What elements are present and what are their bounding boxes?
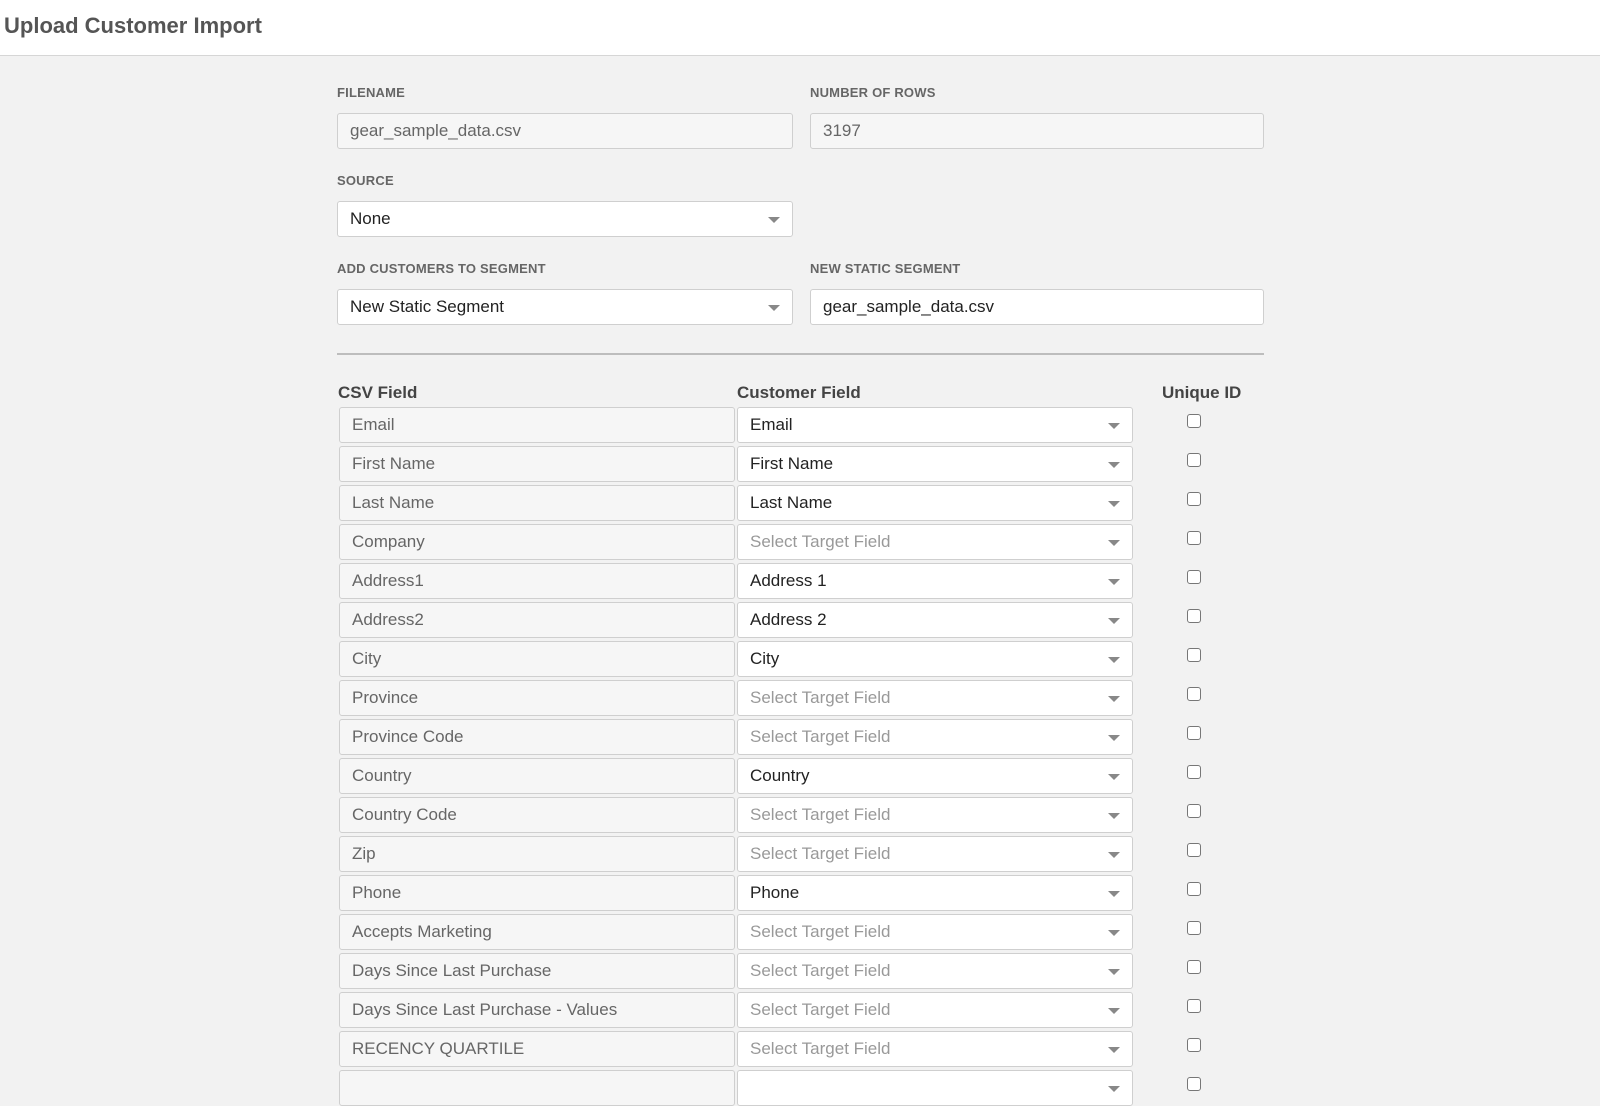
- unique-id-checkbox[interactable]: [1187, 609, 1201, 623]
- unique-id-checkbox[interactable]: [1187, 531, 1201, 545]
- customer-field-value: Select Target Field: [750, 1039, 891, 1058]
- customer-field-select[interactable]: [737, 485, 1133, 521]
- chevron-down-icon: [1108, 1047, 1120, 1053]
- customer-field-select[interactable]: [737, 797, 1133, 833]
- page-header: [0, 0, 1600, 56]
- table-row: [0, 641, 1600, 677]
- unique-id-checkbox[interactable]: [1187, 765, 1201, 779]
- customer-field-value: Select Target Field: [750, 727, 891, 746]
- table-row: [0, 1070, 1600, 1106]
- csv-field-input[interactable]: Address2: [339, 602, 735, 638]
- chevron-down-icon: [1108, 579, 1120, 585]
- segment-select-value: New Static Segment: [350, 297, 505, 316]
- section-divider: [337, 353, 1264, 355]
- customer-field-select[interactable]: [737, 602, 1133, 638]
- page-title: Upload Customer Import: [4, 13, 262, 38]
- customer-field-value: City: [750, 649, 780, 668]
- csv-field-input[interactable]: Address1: [339, 563, 735, 599]
- chevron-down-icon: [1108, 1008, 1120, 1014]
- csv-field-input[interactable]: RECENCY QUARTILE: [339, 1031, 735, 1067]
- unique-id-checkbox[interactable]: [1187, 804, 1201, 818]
- customer-field-select[interactable]: [737, 524, 1133, 560]
- table-row: [0, 446, 1600, 482]
- chevron-down-icon: [1108, 540, 1120, 546]
- customer-field-value: Address 1: [750, 571, 827, 590]
- chevron-down-icon: [768, 217, 780, 223]
- unique-id-checkbox[interactable]: [1187, 726, 1201, 740]
- chevron-down-icon: [1108, 735, 1120, 741]
- unique-id-checkbox[interactable]: [1187, 921, 1201, 935]
- customer-field-value: Last Name: [750, 493, 833, 512]
- csv-field-input[interactable]: Country: [339, 758, 735, 794]
- csv-field-input[interactable]: Company: [339, 524, 735, 560]
- source-label: SOURCE: [337, 173, 394, 188]
- segment-label: ADD CUSTOMERS TO SEGMENT: [337, 261, 546, 276]
- customer-field-select[interactable]: [737, 953, 1133, 989]
- customer-field-select[interactable]: [737, 836, 1133, 872]
- chevron-down-icon: [1108, 696, 1120, 702]
- table-row: [0, 836, 1600, 872]
- filename-label: FILENAME: [337, 85, 406, 100]
- customer-field-header: Customer Field: [737, 383, 861, 402]
- unique-id-checkbox[interactable]: [1187, 999, 1201, 1013]
- chevron-down-icon: [1108, 657, 1120, 663]
- customer-field-select[interactable]: [737, 563, 1133, 599]
- customer-field-select[interactable]: [737, 407, 1133, 443]
- csv-field-input[interactable]: Days Since Last Purchase - Values: [339, 992, 735, 1028]
- source-select-value: None: [350, 209, 391, 228]
- new-segment-input[interactable]: gear_sample_data.csv: [810, 289, 1264, 325]
- customer-field-select[interactable]: [737, 446, 1133, 482]
- filename-input[interactable]: gear_sample_data.csv: [337, 113, 793, 149]
- new-segment-label: NEW STATIC SEGMENT: [810, 261, 961, 276]
- segment-select[interactable]: [337, 289, 793, 325]
- table-row: [0, 758, 1600, 794]
- csv-field-input[interactable]: Zip: [339, 836, 735, 872]
- csv-field-input[interactable]: Province Code: [339, 719, 735, 755]
- customer-field-select[interactable]: [737, 875, 1133, 911]
- customer-field-select[interactable]: [737, 992, 1133, 1028]
- csv-field-input[interactable]: Days Since Last Purchase: [339, 953, 735, 989]
- customer-field-select[interactable]: [737, 914, 1133, 950]
- customer-field-value: Select Target Field: [750, 805, 891, 824]
- rows-input[interactable]: 3197: [810, 113, 1264, 149]
- unique-id-checkbox[interactable]: [1187, 648, 1201, 662]
- filename-field: [337, 85, 405, 100]
- chevron-down-icon: [1108, 813, 1120, 819]
- customer-field-select[interactable]: [737, 1031, 1133, 1067]
- customer-field-value: Address 2: [750, 610, 827, 629]
- source-field: [337, 173, 394, 188]
- csv-field-input[interactable]: Last Name: [339, 485, 735, 521]
- csv-field-input[interactable]: City: [339, 641, 735, 677]
- chevron-down-icon: [1108, 930, 1120, 936]
- chevron-down-icon: [1108, 423, 1120, 429]
- unique-id-checkbox[interactable]: [1187, 960, 1201, 974]
- new-segment-field: [810, 261, 960, 276]
- unique-id-checkbox[interactable]: [1187, 687, 1201, 701]
- customer-field-select[interactable]: [737, 641, 1133, 677]
- customer-field-value: Country: [750, 766, 810, 785]
- chevron-down-icon: [1108, 618, 1120, 624]
- unique-id-header: Unique ID: [1162, 383, 1242, 402]
- table-row: [0, 719, 1600, 755]
- csv-field-input[interactable]: Province: [339, 680, 735, 716]
- table-row: [0, 524, 1600, 560]
- unique-id-checkbox[interactable]: [1187, 843, 1201, 857]
- table-row: [0, 407, 1600, 443]
- csv-field-input[interactable]: Phone: [339, 875, 735, 911]
- chevron-down-icon: [1108, 852, 1120, 858]
- customer-field-value: Select Target Field: [750, 961, 891, 980]
- csv-field-input[interactable]: First Name: [339, 446, 735, 482]
- customer-field-select[interactable]: [737, 758, 1133, 794]
- source-select[interactable]: [337, 201, 793, 237]
- customer-field-value: First Name: [750, 454, 834, 473]
- unique-id-checkbox[interactable]: [1187, 492, 1201, 506]
- chevron-down-icon: [1108, 969, 1120, 975]
- customer-field-select[interactable]: [737, 719, 1133, 755]
- customer-field-value: Phone: [750, 883, 800, 902]
- table-row: [0, 563, 1600, 599]
- unique-id-checkbox[interactable]: [1187, 1038, 1201, 1052]
- customer-field-value: Select Target Field: [750, 1000, 891, 1019]
- customer-field-value: Email: [750, 415, 793, 434]
- customer-field-select[interactable]: [737, 1070, 1133, 1106]
- csv-field-input[interactable]: [339, 1070, 735, 1106]
- unique-id-checkbox[interactable]: [1187, 882, 1201, 896]
- table-row: [0, 992, 1600, 1028]
- table-row: [0, 953, 1600, 989]
- table-row: [0, 914, 1600, 950]
- chevron-down-icon: [1108, 891, 1120, 897]
- rows-label: NUMBER OF ROWS: [810, 85, 936, 100]
- table-row: [0, 797, 1600, 833]
- customer-field-select[interactable]: [737, 680, 1133, 716]
- csv-field-header: CSV Field: [338, 383, 418, 402]
- table-row: [0, 602, 1600, 638]
- unique-id-checkbox[interactable]: [1187, 414, 1201, 428]
- chevron-down-icon: [1108, 501, 1120, 507]
- chevron-down-icon: [1108, 774, 1120, 780]
- csv-field-input[interactable]: Country Code: [339, 797, 735, 833]
- rows-field: [810, 85, 936, 100]
- chevron-down-icon: [1108, 1086, 1120, 1092]
- csv-field-input[interactable]: Email: [339, 407, 735, 443]
- chevron-down-icon: [768, 305, 780, 311]
- unique-id-checkbox[interactable]: [1187, 570, 1201, 584]
- table-row: [0, 680, 1600, 716]
- unique-id-checkbox[interactable]: [1187, 1077, 1201, 1091]
- table-row: [0, 485, 1600, 521]
- customer-field-value: Select Target Field: [750, 922, 891, 941]
- table-row: [0, 875, 1600, 911]
- customer-field-value: Select Target Field: [750, 844, 891, 863]
- csv-field-input[interactable]: Accepts Marketing: [339, 914, 735, 950]
- unique-id-checkbox[interactable]: [1187, 453, 1201, 467]
- table-row: [0, 1031, 1600, 1067]
- customer-field-value: Select Target Field: [750, 532, 891, 551]
- chevron-down-icon: [1108, 462, 1120, 468]
- customer-field-value: Select Target Field: [750, 688, 891, 707]
- segment-field: [337, 261, 546, 276]
